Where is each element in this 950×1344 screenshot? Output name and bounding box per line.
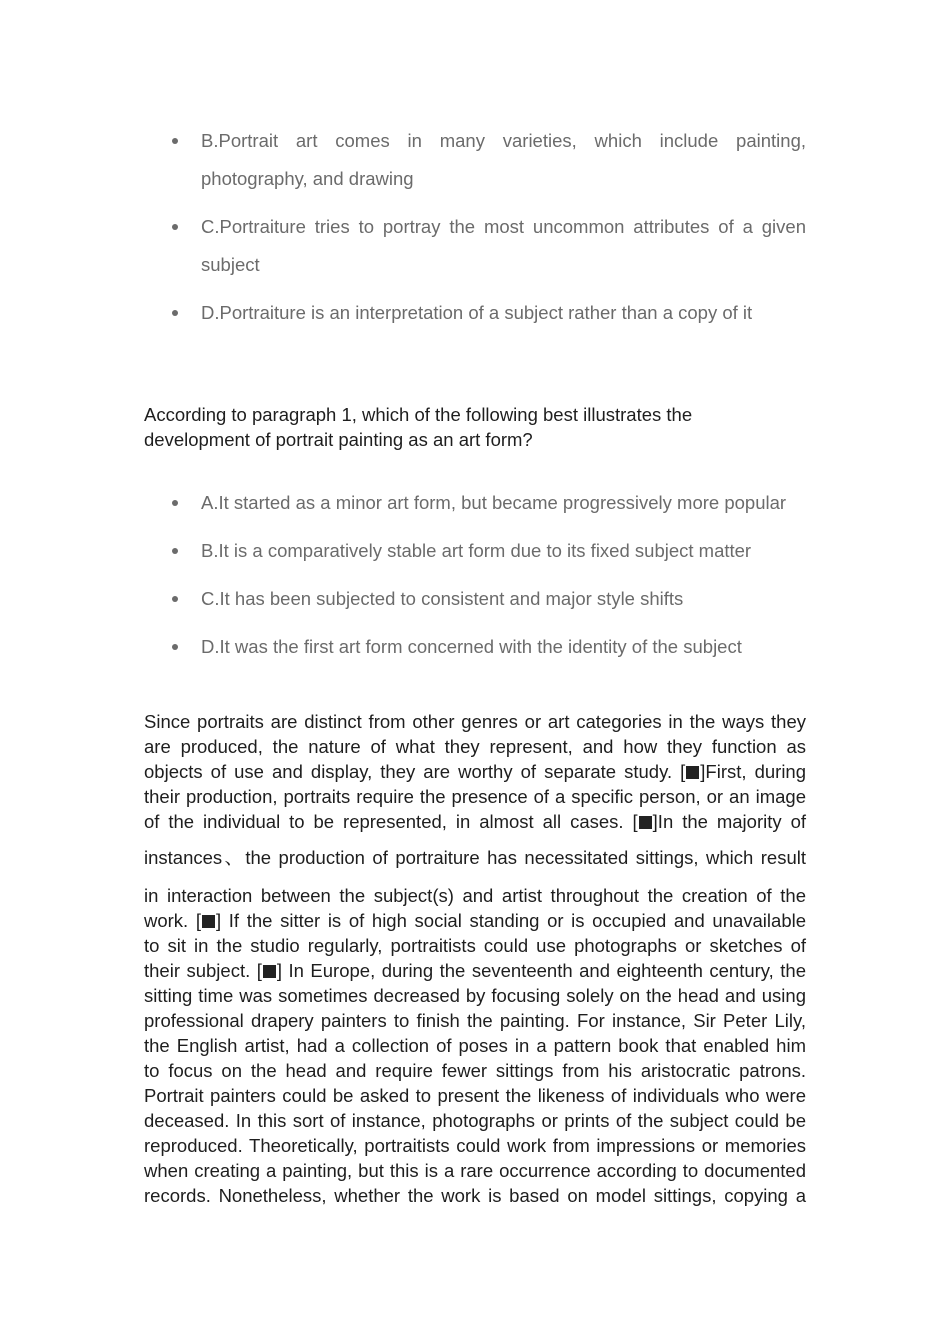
option-b[interactable] — [144, 532, 806, 570]
question-text: According to paragraph 1, which of the following best illustrates the development of portrait painting as an art form? — [144, 404, 693, 450]
bullet-icon — [172, 548, 178, 554]
option-text: D.It was the first art form concerned with the identity of the subject — [201, 636, 742, 657]
passage-line: objects of use and display, they are worthy of separate study. [ ]First, during — [144, 761, 807, 782]
passage-paragraph-part2 — [144, 883, 806, 1208]
insert-square-icon[interactable] — [686, 766, 699, 779]
answer-options-previous — [144, 122, 806, 342]
option-text: D.Portraiture is an interpretation of a subject rather than a copy of it — [201, 302, 753, 323]
passage-line: instances、the production of portraiture has necessitated sittings, which result — [144, 847, 806, 868]
insert-square-icon[interactable] — [639, 816, 652, 829]
passage-line: the English artist, had a collection of poses in a pattern book that enabled him — [144, 1035, 806, 1056]
passage-line: in interaction between the subject(s) and artist throughout the creation of the — [144, 885, 806, 906]
passage-line: deceased. In this sort of instance, photographs or prints of the subject could be — [144, 1110, 806, 1131]
insert-square-icon[interactable] — [263, 965, 276, 978]
passage-line: records. Nonetheless, whether the work is based on model sittings, copying a — [144, 1185, 806, 1206]
passage-line: professional drapery painters to finish the painting. For instance, Sir Peter Lily, — [144, 1010, 806, 1031]
option-c[interactable] — [144, 208, 806, 284]
passage-line: of the individual to be represented, in almost all cases. [ ]In the majority of — [144, 811, 806, 832]
option-text: C.Portraiture tries to portray the most uncommon attributes of a given subject — [201, 216, 806, 275]
option-a[interactable] — [144, 484, 806, 522]
option-text: B.Portrait art comes in many varieties, which include painting, photography, and drawing — [201, 130, 806, 189]
passage-line: work. [ ] If the sitter is of high social standing or is occupied and unavailable — [144, 910, 807, 931]
option-text: A.It started as a minor art form, but became progressively more popular — [201, 492, 787, 513]
passage-line: to sit in the studio regularly, portraitists could use photographs or sketches of — [144, 935, 806, 956]
passage-line: when creating a painting, but this is a rare occurrence according to documented — [144, 1160, 806, 1181]
insert-square-icon[interactable] — [202, 915, 215, 928]
option-text: B.It is a comparatively stable art form due to its fixed subject matter — [201, 540, 752, 561]
passage-paragraph-line6 — [144, 845, 806, 870]
bullet-icon — [172, 596, 178, 602]
bullet-icon — [172, 224, 178, 230]
bullet-icon — [172, 644, 178, 650]
option-d[interactable] — [144, 294, 806, 332]
passage-line: their production, portraits require the presence of a specific person, or an image — [144, 786, 806, 807]
passage-paragraph-part1 — [144, 709, 806, 834]
bullet-icon — [172, 500, 178, 506]
passage-line: Since portraits are distinct from other genres or art categories in the ways they — [144, 711, 806, 732]
passage-line: their subject. [ ] In Europe, during the seventeenth and eighteenth century, the — [144, 960, 807, 981]
passage-line: Portrait painters could be asked to present the likeness of individuals who were — [144, 1085, 806, 1106]
option-b[interactable] — [144, 122, 806, 198]
option-d[interactable] — [144, 628, 806, 666]
option-text: C.It has been subjected to consistent and major style shifts — [201, 588, 684, 609]
bullet-icon — [172, 310, 178, 316]
option-c[interactable] — [144, 580, 806, 618]
passage-line: reproduced. Theoretically, portraitists could work from impressions or memories — [144, 1135, 806, 1156]
bullet-icon — [172, 138, 178, 144]
passage-line: are produced, the nature of what they represent, and how they function as — [144, 736, 806, 757]
answer-options — [144, 484, 806, 676]
passage-line: to focus on the head and require fewer sittings from his aristocratic patrons. — [144, 1060, 806, 1081]
passage-line: sitting time was sometimes decreased by focusing solely on the head and using — [144, 985, 806, 1006]
